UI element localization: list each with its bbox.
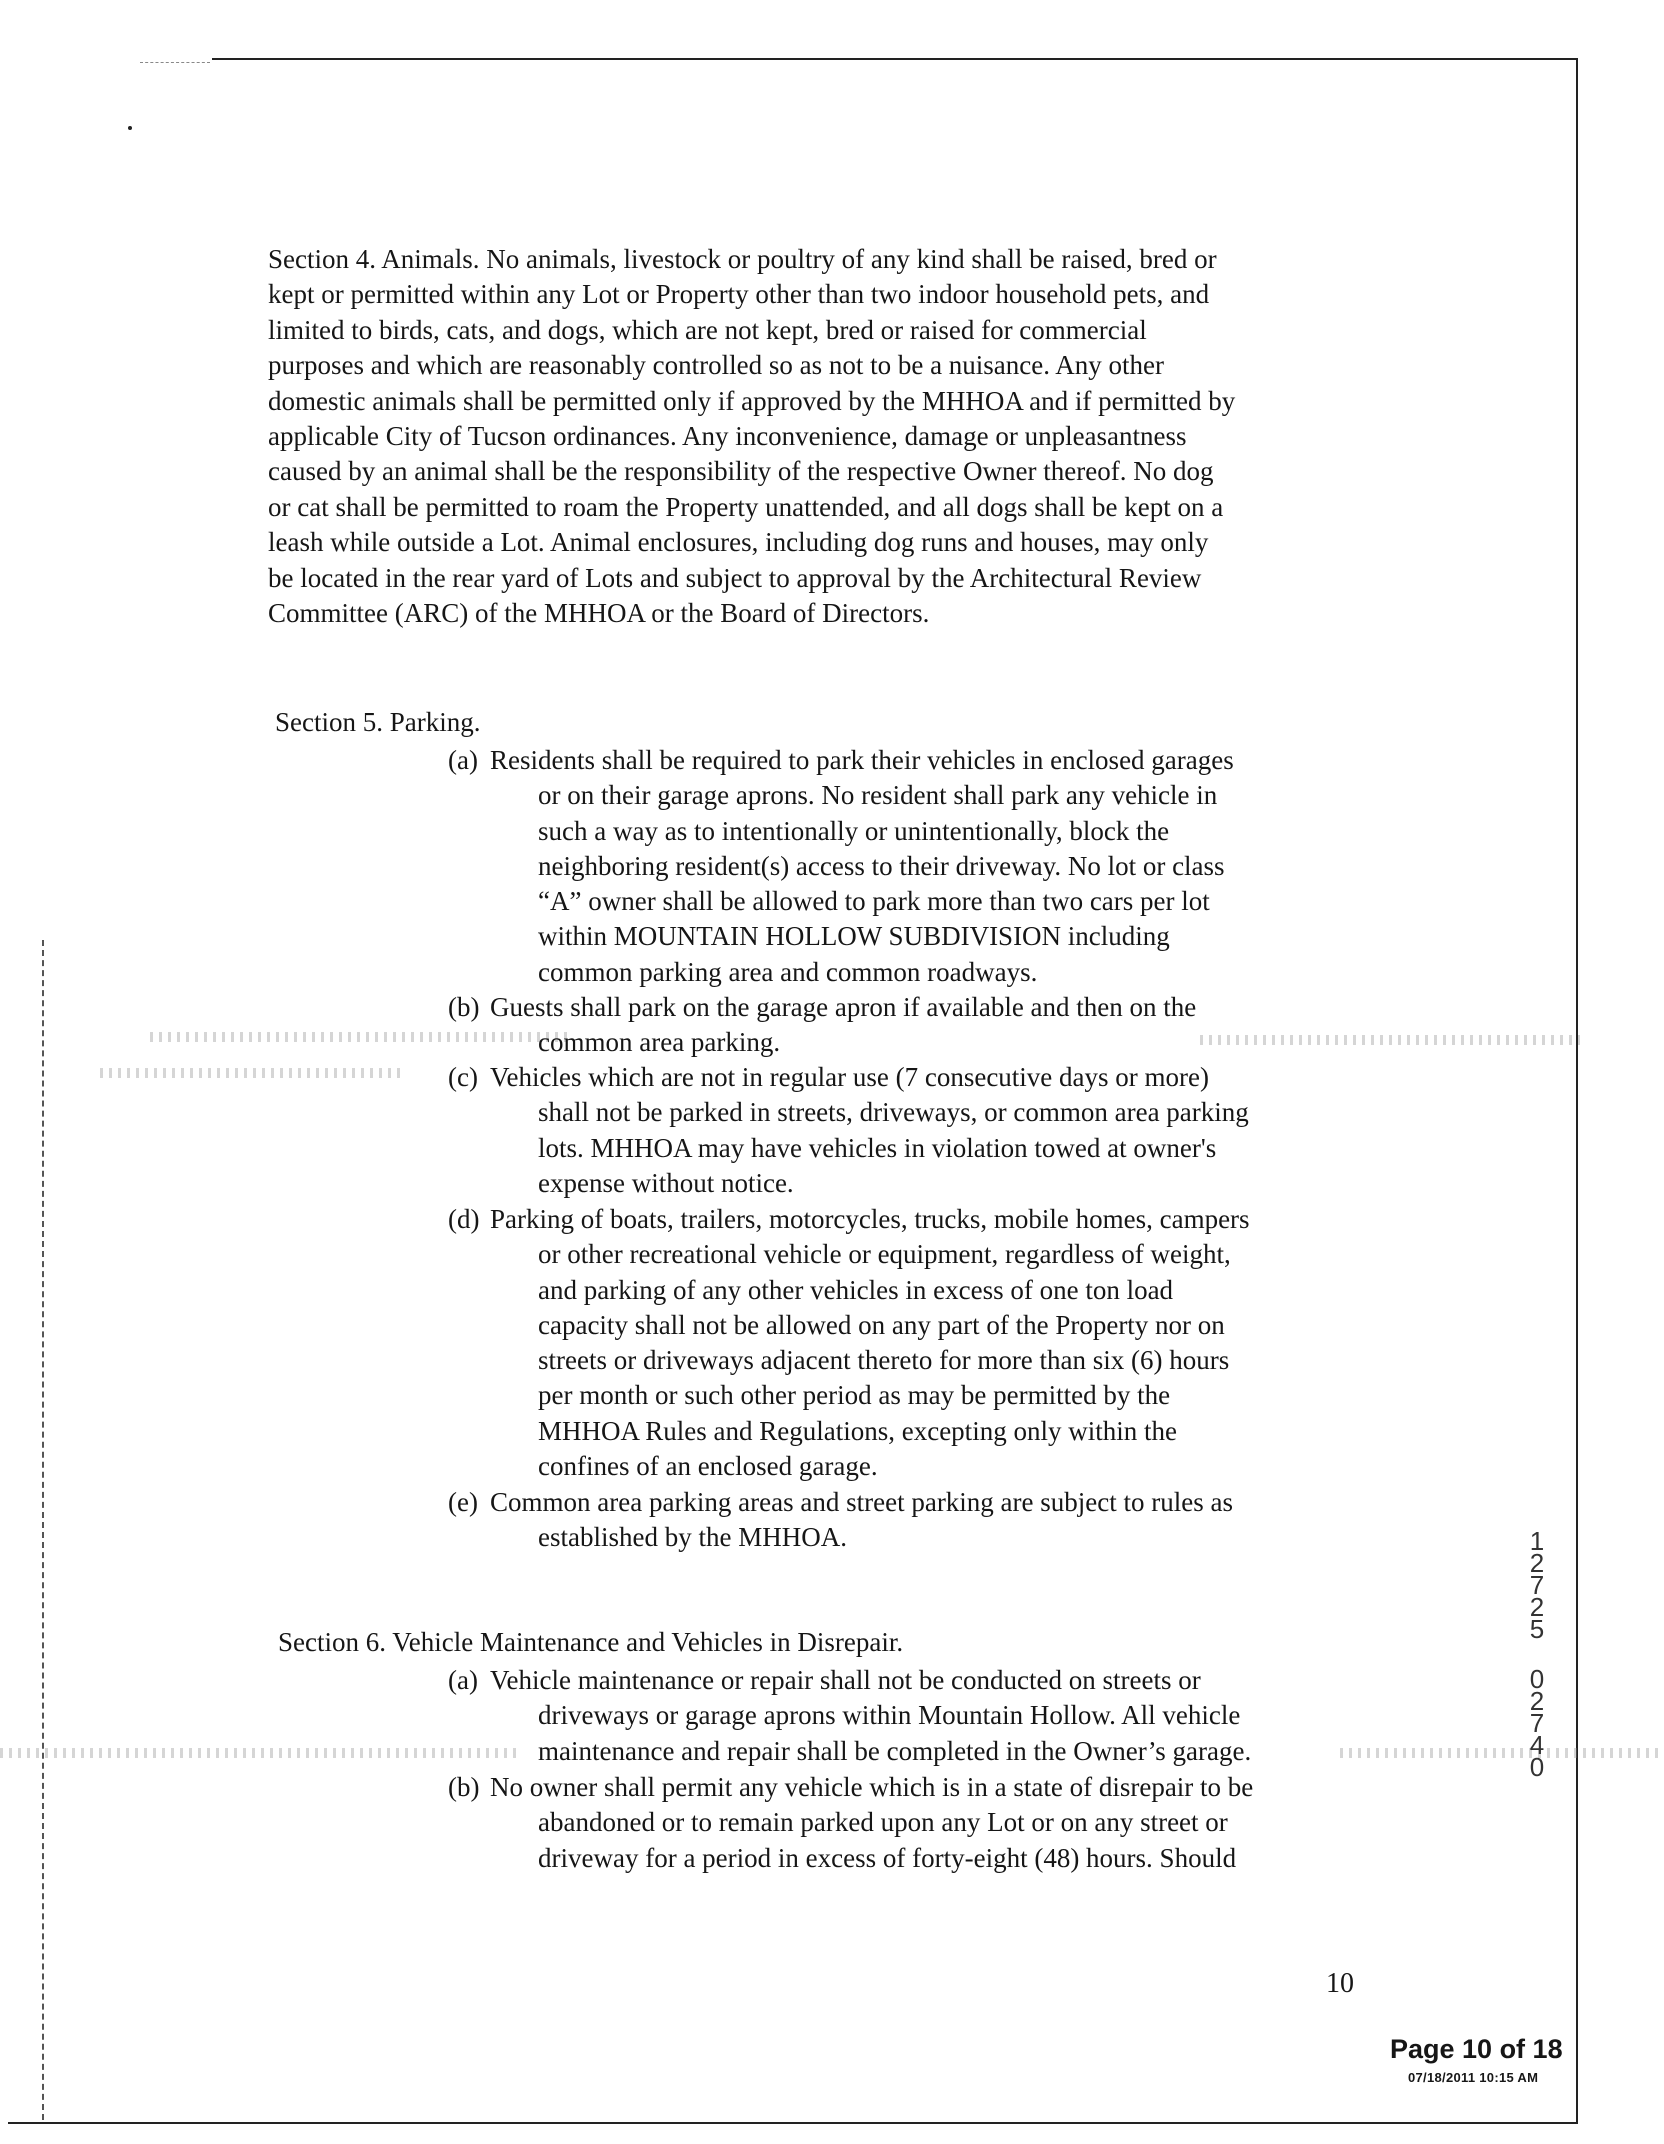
text-line: streets or driveways adjacent thereto for more than six (6) hours: [538, 1345, 1230, 1376]
text-line: such a way as to intentionally or unintentionally, block the: [538, 815, 1170, 846]
item-label: (c): [448, 1062, 478, 1092]
text-line: limited to birds, cats, and dogs, which are not kept, bred or raised for commercial: [268, 314, 1147, 345]
digit: 2: [1529, 1592, 1545, 1622]
page-of-total: Page 10 of 18: [1390, 2034, 1563, 2064]
text-line: domestic animals shall be permitted only if approved by the MHHOA and if permitted by: [268, 385, 1236, 416]
maintenance-item-a: [448, 1663, 1368, 1769]
parking-item-a: [448, 743, 1368, 990]
text-line: common area parking.: [538, 1027, 781, 1058]
parking-item-d: [448, 1202, 1368, 1484]
text-line: Parking of boats, trailers, motorcycles, trucks, mobile homes, campers: [490, 1204, 1250, 1234]
digit: 0: [1529, 1752, 1545, 1782]
section-4-animals: [268, 242, 1368, 631]
text-line: common parking area and common roadways.: [538, 956, 1038, 987]
text-line: shall not be parked in streets, driveways, or common area parking: [538, 1097, 1249, 1128]
text-line: MHHOA Rules and Regulations, excepting only within the: [538, 1415, 1177, 1446]
text-line: Guests shall park on the garage apron if available and then on the: [490, 992, 1197, 1022]
item-label: (b): [448, 1772, 480, 1802]
section-6-heading: Section 6. Vehicle Maintenance and Vehicles in Disrepair.: [278, 1627, 904, 1657]
digit: 4: [1529, 1730, 1545, 1760]
scan-noise: [1340, 1748, 1660, 1758]
text-line: or cat shall be permitted to roam the Property unattended, and all dogs shall be kept on a: [268, 491, 1224, 522]
text-line: within MOUNTAIN HOLLOW SUBDIVISION including: [538, 921, 1170, 952]
text-line: purposes and which are reasonably controlled so as not to be a nuisance. Any other: [268, 350, 1164, 381]
text-line: neighboring resident(s) access to their driveway. No lot or class: [538, 850, 1225, 881]
text-line: leash while outside a Lot. Animal enclosures, including dog runs and houses, may only: [268, 527, 1209, 558]
text-line: confines of an enclosed garage.: [538, 1451, 878, 1482]
page-number: 10: [1326, 1968, 1354, 1999]
recording-number-top: [1524, 1526, 1550, 1644]
text-line: kept or permitted within any Lot or Property other than two indoor household pets, and: [268, 279, 1210, 310]
page-border-top-fragment: [140, 62, 210, 63]
text-line: Section 4. Animals. No animals, livestock or poultry of any kind shall be raised, bred or: [268, 244, 1217, 274]
text-line: caused by an animal shall be the responsibility of the respective Owner thereof. No dog: [268, 456, 1214, 487]
digit: 0: [1529, 1664, 1545, 1694]
section-5-heading: Section 5. Parking.: [275, 707, 481, 737]
text-line: per month or such other period as may be permitted by the: [538, 1380, 1171, 1411]
text-line: Committee (ARC) of the MHHOA or the Board of Directors.: [268, 598, 930, 629]
digit: 2: [1529, 1548, 1545, 1578]
text-line: capacity shall not be allowed on any part of the Property nor on: [538, 1309, 1225, 1340]
digit: 2: [1529, 1686, 1545, 1716]
scan-speck: [128, 126, 132, 130]
item-label: (a): [448, 1665, 478, 1695]
page-border-left: [42, 940, 44, 2120]
text-line: Common area parking areas and street parking are subject to rules as: [490, 1487, 1233, 1517]
text-line: or on their garage aprons. No resident shall park any vehicle in: [538, 780, 1218, 811]
text-line: maintenance and repair shall be completed in the Owner’s garage.: [538, 1735, 1252, 1766]
text-line: be located in the rear yard of Lots and subject to approval by the Architectural Review: [268, 562, 1202, 593]
text-line: or other recreational vehicle or equipment, regardless of weight,: [538, 1239, 1231, 1270]
text-line: Vehicle maintenance or repair shall not be conducted on streets or: [490, 1665, 1201, 1695]
text-line: driveways or garage aprons within Mountain Hollow. All vehicle: [538, 1700, 1241, 1731]
scan-noise: [100, 1068, 400, 1078]
parking-item-c: [448, 1060, 1368, 1201]
parking-item-e: [448, 1485, 1368, 1556]
print-timestamp: 07/18/2011 10:15 AM: [1408, 2070, 1539, 2085]
text-line: lots. MHHOA may have vehicles in violation towed at owner's: [538, 1132, 1217, 1163]
text-line: “A” owner shall be allowed to park more than two cars per lot: [538, 886, 1210, 917]
maintenance-item-b: [448, 1770, 1368, 1876]
text-line: abandoned or to remain parked upon any Lot or on any street or: [538, 1807, 1228, 1838]
item-label: (e): [448, 1487, 478, 1517]
text-line: driveway for a period in excess of forty-eight (48) hours. Should: [538, 1842, 1237, 1873]
text-line: expense without notice.: [538, 1167, 794, 1198]
text-line: and parking of any other vehicles in excess of one ton load: [538, 1274, 1174, 1305]
parking-item-b: [448, 990, 1368, 1061]
text-line: Vehicles which are not in regular use (7 consecutive days or more): [490, 1062, 1209, 1092]
item-label: (d): [448, 1204, 480, 1234]
text-line: applicable City of Tucson ordinances. Any inconvenience, damage or unpleasantness: [268, 421, 1187, 452]
page-border-top: [212, 58, 1578, 60]
scan-noise: [0, 1748, 520, 1758]
page-border-bottom: [8, 2122, 1578, 2124]
page-border-right: [1576, 58, 1578, 2123]
text-line: No owner shall permit any vehicle which is in a state of disrepair to be: [490, 1772, 1254, 1802]
digit: 7: [1529, 1708, 1545, 1738]
text-line: Residents shall be required to park their vehicles in enclosed garages: [490, 745, 1234, 775]
digit: 1: [1529, 1526, 1545, 1556]
recording-number-bottom: [1524, 1664, 1550, 1782]
digit: 7: [1529, 1570, 1545, 1600]
digit: 5: [1529, 1614, 1545, 1644]
text-line: established by the MHHOA.: [538, 1522, 847, 1553]
item-label: (b): [448, 992, 480, 1022]
item-label: (a): [448, 745, 478, 775]
